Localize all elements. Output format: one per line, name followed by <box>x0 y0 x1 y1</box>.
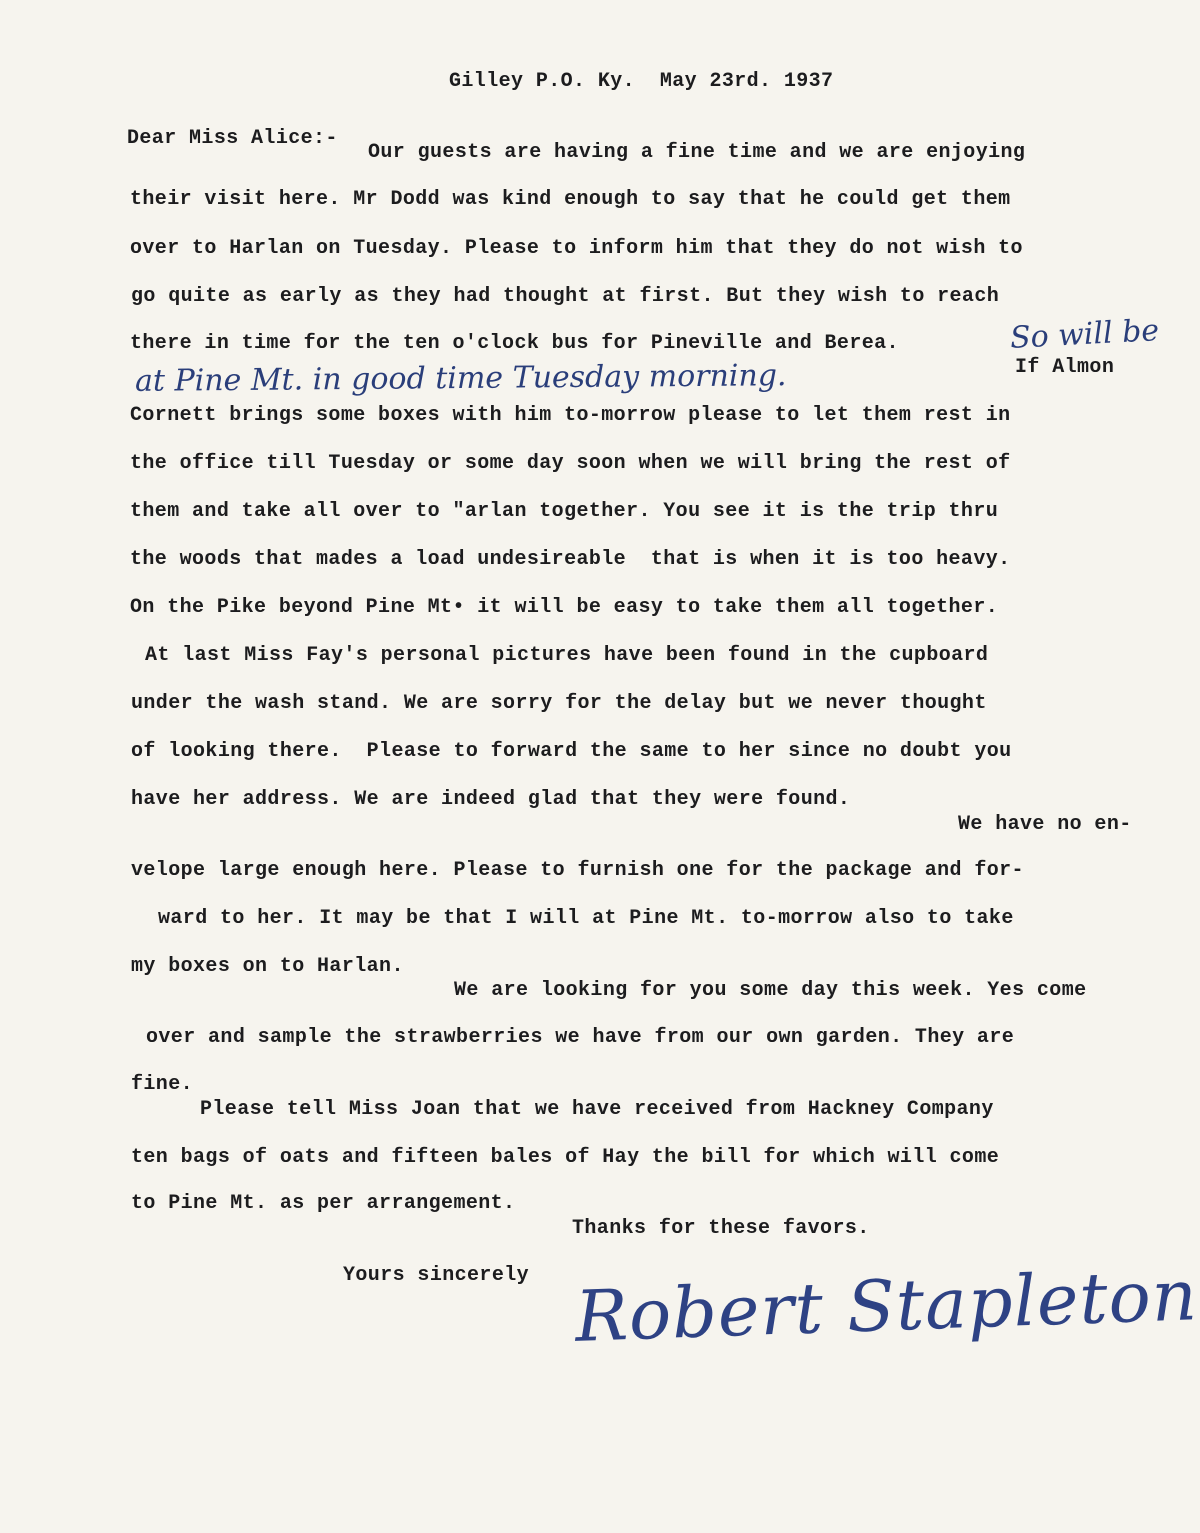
letter-line: Please tell Miss Joan that we have received from Hackney Company <box>200 1098 994 1121</box>
handwritten-note: So will be <box>1009 313 1160 356</box>
letter-line: ward to her. It may be that I will at Pine Mt. to-morrow also to take <box>158 907 1014 930</box>
letter-line: under the wash stand. We are sorry for the delay but we never thought <box>131 692 987 715</box>
letter-line: On the Pike beyond Pine Mt• it will be easy to take them all together. <box>130 596 999 619</box>
letter-line: Thanks for these favors. <box>572 1217 870 1240</box>
letter-line: We are looking for you some day this week. Yes come <box>454 979 1087 1002</box>
letter-line: ten bags of oats and fifteen bales of Hay the bill for which will come <box>131 1146 1000 1169</box>
letter-line: At last Miss Fay's personal pictures have been found in the cupboard <box>145 644 989 667</box>
letter-line: my boxes on to Harlan. <box>131 955 404 978</box>
letter-line: of looking there. Please to forward the same to her since no doubt you <box>131 740 1012 763</box>
handwritten-note: at Pine Mt. in good time Tuesday morning. <box>134 358 787 399</box>
dateline: Gilley P.O. Ky. May 23rd. 1937 <box>449 70 834 93</box>
letter-line: have her address. We are indeed glad that they were found. <box>131 788 851 811</box>
closing: Yours sincerely <box>343 1264 530 1287</box>
letter-line: over to Harlan on Tuesday. Please to inform him that they do not wish to <box>130 237 1023 260</box>
letter-line: the woods that mades a load undesireable that is when it is too heavy. <box>130 548 1011 571</box>
letter-line: over and sample the strawberries we have from our own garden. They are <box>146 1026 1015 1049</box>
letter-line: Cornett brings some boxes with him to-morrow please to let them rest in <box>130 404 1011 427</box>
letter-line: If Almon <box>1015 356 1115 379</box>
letter-line: to Pine Mt. as per arrangement. <box>131 1192 516 1215</box>
signature: Robert Stapleton <box>573 1254 1199 1358</box>
letter-line: fine. <box>131 1073 194 1096</box>
letter-line: their visit here. Mr Dodd was kind enough to say that he could get them <box>130 188 1011 211</box>
letter-line: the office till Tuesday or some day soon when we will bring the rest of <box>130 452 1011 475</box>
letter-line: Our guests are having a fine time and we are enjoying <box>368 141 1026 164</box>
letter-line: them and take all over to "arlan together. You see it is the trip thru <box>130 500 999 523</box>
letter-line: We have no en- <box>958 813 1132 836</box>
letter-line: there in time for the ten o'clock bus for Pineville and Berea. <box>130 332 899 355</box>
letter-line: go quite as early as they had thought at first. But they wish to reach <box>131 285 1000 308</box>
salutation: Dear Miss Alice:- <box>127 127 338 150</box>
letter-line: velope large enough here. Please to furnish one for the package and for- <box>131 859 1024 882</box>
